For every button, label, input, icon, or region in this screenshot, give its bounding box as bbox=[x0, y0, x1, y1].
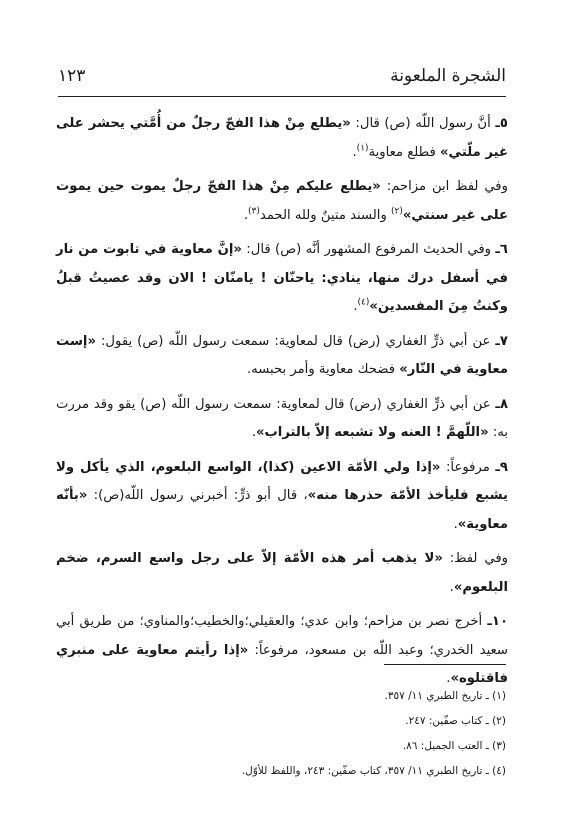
hadith-quote: «يطلع عليكم مِنْ هذا الفجّ رجلٌ يموت حين يموت على غير سنتي» bbox=[56, 179, 508, 223]
paragraph-text: وفي لفظ: bbox=[449, 551, 508, 566]
footnotes bbox=[58, 684, 506, 784]
paragraph-9: ٩ـ مرفوعاً: «إذا ولي الأمّة الاعين (كذا)، الواسع البلعوم، الذي يأكل ولا يشبع فليأخذ الأمّة حذرها منه»، قال أبو ذرٍّ: أخبرني رسول اللّه(ص): «بأنّه معاوية». bbox=[56, 459, 508, 532]
item-number: ٧ـ bbox=[495, 333, 508, 349]
footnote-2: (٢) ـ كتاب صفّين: ٢٤٧. bbox=[405, 715, 506, 727]
hadith-quote: «لا يذهب أمر هذه الأمّة إلاّ على رجل واسع السرم، ضخم البلعوم» bbox=[56, 551, 508, 595]
running-header bbox=[58, 66, 506, 92]
paragraph-text: عن أبي ذرٍّ الغفاري (رض) قال لمعاوية: سمعت رسول اللّه (ص) يقو وقد مررت به: bbox=[56, 396, 508, 440]
paragraph-text: أنَّ رسول اللّه (ص) قال: bbox=[355, 116, 491, 131]
item-number: ٨ـ bbox=[495, 396, 508, 412]
hadith-quote: «بأنّه معاوية» bbox=[56, 488, 508, 532]
header-rule bbox=[58, 96, 506, 97]
main-text bbox=[56, 110, 508, 700]
page-number: ١٢٣ bbox=[58, 66, 86, 86]
paragraph-6: ٦ـ وفي الحديث المرفوع المشهور أنَّه (ص) قال: «إنَّ معاوية في تابوت من نار في أسفل درك منها، ينادي: ياحنّان ! يامنّان ! الان وقد عصيتُ قبلُ وكنتُ مِنَ المفسدين»$^{(٤)}$. bbox=[56, 242, 508, 314]
footnote-1: (١) ـ تاريخ الطبري ١١/ ٣٥٧. bbox=[384, 690, 506, 702]
item-number: ٦ـ bbox=[495, 242, 508, 257]
item-number: ٩ـ bbox=[495, 459, 508, 475]
running-title: الشجرة الملعونة bbox=[390, 66, 506, 86]
paragraph-text: أخرج نصر بن مزاحم؛ وابن عدي؛ والعقيلي؛والخطيب؛والمناوي؛ من طريق أبي سعيد الخدري؛ وعبد اللّه بن مسعود، مرفوعاً: bbox=[56, 614, 508, 658]
hadith-quote: «اللّهمَّ ! العنه ولا تشبعه إلاّ بالتراب» bbox=[256, 425, 489, 440]
footnote-ref[interactable]: (١) bbox=[356, 143, 369, 154]
paragraph-text: مرفوعاً: bbox=[445, 459, 490, 475]
paragraph-text: ، قال أبو ذرٍّ: أخبرني رسول اللّه(ص): bbox=[93, 488, 308, 503]
paragraph-text: عن أبي ذرٍّ الغفاري (رض) قال لمعاوية: سمعت رسول اللّه (ص) يقول: bbox=[100, 333, 491, 349]
paragraph-9-variant: وفي لفظ: «لا يذهب أمر هذه الأمّة إلاّ على رجل واسع السرم، ضخم البلعوم». bbox=[56, 551, 508, 595]
paragraph-10: ١٠ـ أخرج نصر بن مزاحم؛ وابن عدي؛ والعقيلي؛والخطيب؛والمناوي؛ من طريق أبي سعيد الخدري؛ وعبد اللّه بن مسعود، مرفوعاً: «إذا رأيتم معاوية على منبري فاقتلوه». bbox=[56, 614, 508, 686]
hadith-quote: «إست معاوية في النّار» bbox=[56, 333, 508, 377]
item-number: ١٠ـ bbox=[487, 614, 508, 629]
footnote-ref[interactable]: (٣) bbox=[248, 206, 260, 217]
hadith-quote: «يطلع مِنْ هذا الفجّ رجلٌ من أُمَّتي يحشر على غير ملّتي» bbox=[56, 116, 508, 160]
paragraph-text: وفي لفظ ابن مزاحم: bbox=[386, 179, 508, 194]
footnote-ref[interactable]: (٢) bbox=[391, 206, 403, 217]
hadith-quote: «إذا رأيتم معاوية على منبري فاقتلوه» bbox=[56, 642, 508, 686]
paragraph-7 bbox=[56, 328, 508, 385]
hadith-quote: «إنَّ معاوية في تابوت من نار في أسفل درك منها، ينادي: ياحنّان ! يامنّان ! الان وقد عصيتُ قبلُ وكنتُ مِنَ المفسدين» bbox=[56, 242, 508, 314]
item-number: ٥ـ bbox=[495, 116, 508, 131]
paragraph-8: ٨ـ عن أبي ذرٍّ الغفاري (رض) قال لمعاوية: سمعت رسول اللّه (ص) يقو وقد مررت به: «اللّهمَّ ! العنه ولا تشبعه إلاّ بالتراب». bbox=[56, 396, 508, 440]
paragraph-text: وفي الحديث المرفوع المشهور أنَّه (ص) قال: bbox=[246, 242, 491, 257]
footnote-ref[interactable]: (٤) bbox=[357, 297, 370, 308]
paragraph-text: فطلع معاوية bbox=[368, 144, 436, 160]
paragraph-text: والسند متينٌ ولله الحمد bbox=[259, 207, 387, 223]
footnote-3: (٣) ـ العتب الجميل: ٨٦. bbox=[402, 740, 506, 752]
paragraph-text: فضحك معاوية وأمر بحبسه. bbox=[246, 362, 395, 377]
paragraph-5-variant: وفي لفظ ابن مزاحم: «يطلع عليكم مِنْ هذا الفجّ رجلٌ يموت حين يموت على غير سنتي»$^{(٢)}$ والسند متينٌ ولله الحمد$^{(٣)}$. bbox=[56, 179, 508, 223]
footnote-rule bbox=[384, 664, 506, 665]
footnote-4: (٤) ـ تاريخ الطبري ١١/ ٣٥٧، كتاب صفّين: ٢٤٣، واللفظ للأوّل. bbox=[241, 765, 506, 777]
hadith-quote: «إذا ولي الأمّة الاعين (كذا)، الواسع البلعوم، الذي يأكل ولا يشبع فليأخذ الأمّة حذرها منه» bbox=[56, 459, 508, 503]
paragraph-5: ٥ـ أنَّ رسول اللّه (ص) قال: «يطلع مِنْ هذا الفجّ رجلٌ من أُمَّتي يحشر على غير ملّتي» فطلع معاوية$^{(١)}$. bbox=[56, 116, 508, 160]
